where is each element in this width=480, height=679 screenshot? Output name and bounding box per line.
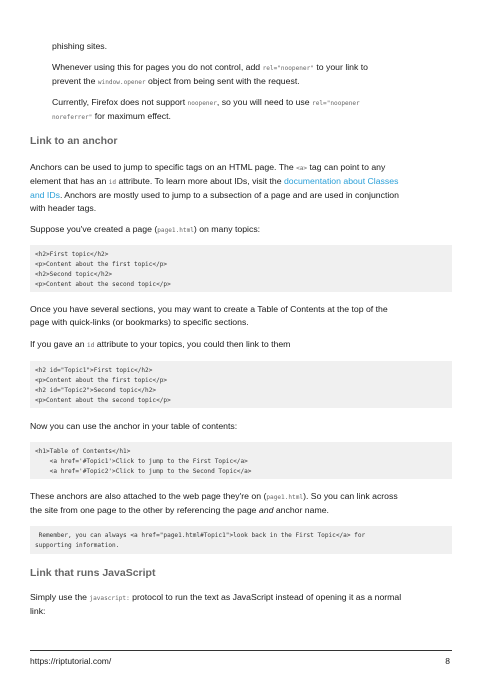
code-block-topics: <h2>First topic</h2> <p>Content about the first topic</p> <h2>Second topic</h2> <p>Content about the second topic</p> — [30, 245, 452, 292]
paragraph-use-anchor: Now you can use the anchor in your table of contents: — [30, 421, 238, 431]
code-block-topics-ids: <h2 id="Topic1">First topic</h2> <p>Content about the first topic</p> <h2 id="Topic2">Second topic</h2> <p>Content about the second topic</p> — [30, 361, 452, 408]
paragraph-suppose: Suppose you've created a page (page1.html) on many topics: — [30, 224, 261, 234]
paragraph-phishing: phishing sites. — [52, 41, 108, 51]
footer-url-link[interactable]: https://riptutorial.com/ — [30, 656, 112, 666]
paragraph-noopener: Whenever using this for pages you do not control, add rel="noopener" to your link to prevent the window.opener object from being sent with the request. — [52, 62, 369, 86]
paragraph-javascript-protocol: Simply use the javascript: protocol to run the text as JavaScript instead of opening it as a normal link: — [30, 592, 402, 616]
footer-divider — [30, 650, 452, 651]
paragraph-firefox: Currently, Firefox does not support noopener, so you will need to use rel="noopener noreferrer" for maximum effect. — [52, 97, 360, 121]
paragraph-toc: Once you have several sections, you may want to create a Table of Contents at the top of the page with quick-links (or bookmarks) to specific sections. — [30, 304, 388, 327]
heading-link-to-anchor: Link to an anchor — [30, 135, 118, 147]
page-number: 8 — [445, 656, 450, 666]
code-block-reminder: Remember, you can always <a href="page1.html#Topic1">look back in the First Topic</a> for supporting information. — [30, 526, 452, 554]
code-block-toc: <h1>Table of Contents</h1> <a href='#Topic1'>Click to jump to the First Topic</a> <a href='#Topic2'>Click to jump to the Second Topic</a> — [30, 442, 452, 479]
classes-ids-doc-link-cont[interactable]: and IDs — [30, 190, 60, 200]
paragraph-id-attribute: If you gave an id attribute to your topics, you could then link to them — [30, 339, 291, 349]
classes-ids-doc-link[interactable]: documentation about Classes — [283, 176, 399, 186]
heading-link-javascript: Link that runs JavaScript — [30, 567, 156, 579]
paragraph-anchors-attached: These anchors are also attached to the web page they're on (page1.html). So you can link across the site from one page to the other by referencing the page and anchor name. — [30, 491, 398, 515]
paragraph-anchors-intro: Anchors can be used to jump to specific tags on an HTML page. The <a> tag can point to any element that has an id attribute. To learn more about IDs, visit the documentation about Classes and IDs. Anchors are mostly used to jump to a subsection of a page and are used in conjunction with header tags. — [30, 162, 399, 213]
